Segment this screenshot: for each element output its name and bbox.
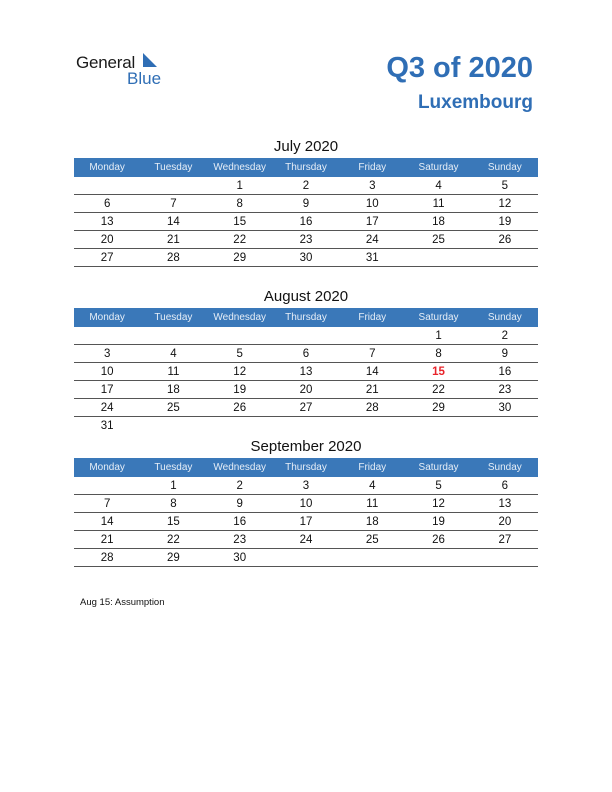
empty-day-cell: [74, 477, 140, 495]
logo-blue-text: Blue: [127, 69, 162, 88]
day-cell: 10: [339, 195, 405, 213]
day-cell: 21: [339, 381, 405, 399]
weekday-header: Friday: [339, 308, 405, 327]
day-cell: 8: [207, 195, 273, 213]
month-title: August 2020: [263, 288, 349, 305]
day-cell: 9: [273, 195, 339, 213]
day-cell: 26: [472, 231, 538, 249]
day-cell: 3: [273, 477, 339, 495]
empty-day-cell: [273, 327, 339, 345]
weekday-header: Friday: [339, 158, 405, 177]
day-cell: 11: [405, 195, 471, 213]
day-cell: 10: [74, 363, 140, 381]
day-cell: 13: [273, 363, 339, 381]
week-row: [74, 195, 538, 213]
day-cell: 17: [74, 381, 140, 399]
empty-day-cell: [405, 249, 471, 267]
week-row: [74, 513, 538, 531]
day-cell: 13: [472, 495, 538, 513]
empty-day-cell: [339, 327, 405, 345]
holiday-note: Aug 15: Assumption: [80, 597, 165, 608]
day-cell: 15: [140, 513, 206, 531]
day-cell: 13: [74, 213, 140, 231]
week-row: [74, 363, 538, 381]
week-row: [74, 399, 538, 417]
day-cell: 19: [207, 381, 273, 399]
week-row: [74, 177, 538, 195]
day-cell: 22: [140, 531, 206, 549]
day-cell: 25: [339, 531, 405, 549]
day-cell: 17: [273, 513, 339, 531]
weekday-header: Sunday: [472, 308, 538, 327]
day-cell: 2: [472, 327, 538, 345]
day-cell: 1: [207, 177, 273, 195]
day-cell: 7: [140, 195, 206, 213]
day-cell: 22: [405, 381, 471, 399]
empty-day-cell: [405, 417, 471, 435]
day-cell: 19: [405, 513, 471, 531]
day-cell: 16: [472, 363, 538, 381]
day-cell: 4: [140, 345, 206, 363]
calendar-table: [74, 458, 538, 567]
logo-general-text: General: [76, 53, 136, 72]
month-september: [74, 436, 538, 567]
day-cell: 9: [207, 495, 273, 513]
empty-day-cell: [472, 549, 538, 567]
day-cell: 25: [140, 399, 206, 417]
day-cell: 6: [472, 477, 538, 495]
day-cell: 3: [339, 177, 405, 195]
empty-day-cell: [74, 177, 140, 195]
weekday-header: Thursday: [273, 458, 339, 477]
day-cell: 26: [207, 399, 273, 417]
day-cell: 22: [207, 231, 273, 249]
weekday-header: Saturday: [405, 458, 471, 477]
weekday-header: Monday: [74, 308, 140, 327]
empty-day-cell: [273, 549, 339, 567]
day-cell: 24: [74, 399, 140, 417]
day-cell: 29: [140, 549, 206, 567]
day-cell: 28: [74, 549, 140, 567]
country-name: Luxembourg: [417, 92, 533, 113]
week-row: [74, 249, 538, 267]
day-cell: 12: [472, 195, 538, 213]
day-cell: 30: [273, 249, 339, 267]
day-cell: 1: [140, 477, 206, 495]
month-july: [74, 136, 538, 267]
week-row: [74, 477, 538, 495]
empty-day-cell: [207, 417, 273, 435]
logo: [76, 53, 186, 93]
weekday-header: Sunday: [472, 458, 538, 477]
month-title: July 2020: [273, 138, 339, 155]
day-cell: 23: [207, 531, 273, 549]
day-cell: 19: [472, 213, 538, 231]
day-cell: 25: [405, 231, 471, 249]
weekday-header: Saturday: [405, 308, 471, 327]
weekday-header: Friday: [339, 458, 405, 477]
weekday-header: Wednesday: [207, 308, 273, 327]
day-cell: 20: [273, 381, 339, 399]
week-row: [74, 417, 538, 435]
week-row: [74, 213, 538, 231]
holiday-day-cell: 15: [405, 363, 471, 381]
day-cell: 27: [273, 399, 339, 417]
weekday-header: Saturday: [405, 158, 471, 177]
week-row: [74, 327, 538, 345]
day-cell: 5: [405, 477, 471, 495]
weekday-header: Sunday: [472, 158, 538, 177]
day-cell: 7: [74, 495, 140, 513]
day-cell: 31: [339, 249, 405, 267]
weekday-header: Tuesday: [140, 158, 206, 177]
day-cell: 29: [405, 399, 471, 417]
day-cell: 30: [207, 549, 273, 567]
empty-day-cell: [207, 327, 273, 345]
calendar-body: [74, 177, 538, 267]
weekday-header: Tuesday: [140, 458, 206, 477]
day-cell: 30: [472, 399, 538, 417]
empty-day-cell: [339, 417, 405, 435]
empty-day-cell: [405, 549, 471, 567]
week-row: [74, 531, 538, 549]
day-cell: 14: [74, 513, 140, 531]
weekday-header-row: [74, 308, 538, 327]
day-cell: 6: [273, 345, 339, 363]
day-cell: 23: [273, 231, 339, 249]
week-row: [74, 381, 538, 399]
day-cell: 20: [472, 513, 538, 531]
empty-day-cell: [273, 417, 339, 435]
day-cell: 8: [140, 495, 206, 513]
day-cell: 24: [339, 231, 405, 249]
day-cell: 24: [273, 531, 339, 549]
empty-day-cell: [140, 417, 206, 435]
calendar-body: [74, 477, 538, 567]
day-cell: 14: [339, 363, 405, 381]
day-cell: 20: [74, 231, 140, 249]
day-cell: 18: [339, 513, 405, 531]
day-cell: 3: [74, 345, 140, 363]
weekday-header: Tuesday: [140, 308, 206, 327]
day-cell: 10: [273, 495, 339, 513]
day-cell: 14: [140, 213, 206, 231]
day-cell: 27: [74, 249, 140, 267]
empty-day-cell: [74, 327, 140, 345]
day-cell: 9: [472, 345, 538, 363]
logo-triangle-icon: [143, 53, 157, 67]
weekday-header: Wednesday: [207, 158, 273, 177]
week-row: [74, 495, 538, 513]
day-cell: 21: [74, 531, 140, 549]
day-cell: 12: [405, 495, 471, 513]
day-cell: 1: [405, 327, 471, 345]
day-cell: 11: [339, 495, 405, 513]
empty-day-cell: [472, 249, 538, 267]
page-title: Q3 of 2020: [386, 52, 533, 84]
day-cell: 31: [100, 419, 114, 432]
empty-day-cell: [472, 417, 538, 435]
week-row: [74, 549, 538, 567]
day-cell: 5: [207, 345, 273, 363]
day-cell: 2: [273, 177, 339, 195]
day-cell: 21: [140, 231, 206, 249]
month-august: [74, 286, 538, 434]
month-title: September 2020: [250, 438, 362, 455]
day-cell: 2: [207, 477, 273, 495]
calendar-table: [74, 308, 538, 434]
day-cell: 12: [207, 363, 273, 381]
day-cell: 6: [74, 195, 140, 213]
day-cell: 16: [207, 513, 273, 531]
day-cell: 8: [405, 345, 471, 363]
weekday-header: Monday: [74, 458, 140, 477]
day-cell: 23: [472, 381, 538, 399]
day-cell: 28: [140, 249, 206, 267]
day-cell: 11: [140, 363, 206, 381]
weekday-header: Wednesday: [207, 458, 273, 477]
weekday-header-row: [74, 158, 538, 177]
weekday-header-row: [74, 458, 538, 477]
day-cell: 15: [207, 213, 273, 231]
calendar-body: [74, 327, 538, 434]
empty-day-cell: [339, 549, 405, 567]
day-cell: 4: [405, 177, 471, 195]
day-cell: 7: [339, 345, 405, 363]
day-cell: 18: [140, 381, 206, 399]
day-cell: 26: [405, 531, 471, 549]
day-cell: 17: [339, 213, 405, 231]
week-row: [74, 345, 538, 363]
week-row: [74, 231, 538, 249]
weekday-header: Thursday: [273, 158, 339, 177]
calendar-table: [74, 158, 538, 267]
day-cell: 5: [472, 177, 538, 195]
day-cell: 18: [405, 213, 471, 231]
empty-day-cell: [140, 327, 206, 345]
day-cell: 27: [472, 531, 538, 549]
weekday-header: Monday: [74, 158, 140, 177]
day-cell: 28: [339, 399, 405, 417]
empty-day-cell: [140, 177, 206, 195]
day-cell: 29: [207, 249, 273, 267]
weekday-header: Thursday: [273, 308, 339, 327]
day-cell: 16: [273, 213, 339, 231]
day-cell: 4: [339, 477, 405, 495]
